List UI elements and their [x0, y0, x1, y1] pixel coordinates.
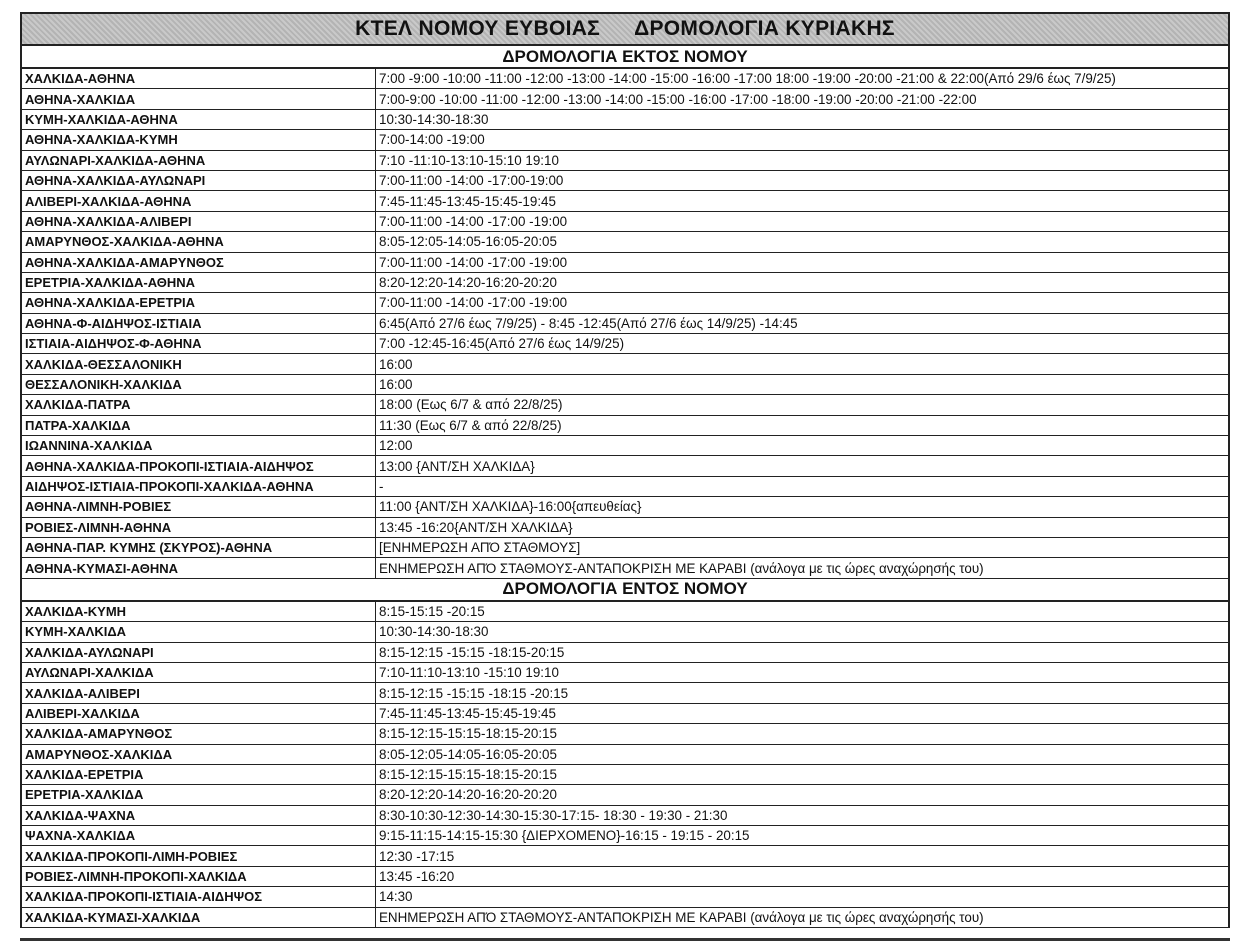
times-cell: 6:45(Από 27/6 έως 7/9/25) - 8:45 -12:45(Από 27/6 έως 14/9/25) -14:45 — [376, 313, 1229, 333]
route-cell: ΑΘΗΝΑ-ΧΑΛΚΙΔΑ-ΑΥΛΩΝΑΡΙ — [22, 170, 376, 190]
times-cell: 9:15-11:15-14:15-15:30 {ΔΙΕΡΧΟΜΕΝΟ}-16:15 - 19:15 - 20:15 — [376, 826, 1229, 846]
route-cell: ΕΡΕΤΡΙΑ-ΧΑΛΚΙΔΑ-ΑΘΗΝΑ — [22, 272, 376, 292]
route-cell: ΕΡΕΤΡΙΑ-ΧΑΛΚΙΔΑ — [22, 785, 376, 805]
times-cell: 8:05-12:05-14:05-16:05-20:05 — [376, 232, 1229, 252]
table-row — [22, 89, 1228, 109]
section-header: ΔΡΟΜΟΛΟΓΙΑ ΕΚΤΟΣ ΝΟΜΟΥ — [22, 46, 1228, 68]
table-row — [22, 436, 1228, 456]
table-row — [22, 252, 1228, 272]
route-cell: ΑΛΙΒΕΡΙ-ΧΑΛΚΙΔΑ — [22, 703, 376, 723]
times-cell: 8:30-10:30-12:30-14:30-15:30-17:15- 18:30 - 19:30 - 21:30 — [376, 805, 1229, 825]
times-cell: 16:00 — [376, 374, 1229, 394]
route-cell: ΙΩΑΝΝΙΝΑ-ΧΑΛΚΙΔΑ — [22, 436, 376, 456]
table-row — [22, 211, 1228, 231]
route-cell: ΧΑΛΚΙΔΑ-ΚΥΜΑΣΙ-ΧΑΛΚΙΔΑ — [22, 907, 376, 927]
route-cell: ΧΑΛΚΙΔΑ-ΑΥΛΩΝΑΡΙ — [22, 642, 376, 662]
table-row — [22, 703, 1228, 723]
table-row — [22, 109, 1228, 129]
route-cell: ΑΘΗΝΑ-ΧΑΛΚΙΔΑ-ΕΡΕΤΡΙΑ — [22, 293, 376, 313]
table-row — [22, 374, 1228, 394]
times-cell: 8:20-12:20-14:20-16:20-20:20 — [376, 272, 1229, 292]
table-row — [22, 826, 1228, 846]
table-row — [22, 642, 1228, 662]
times-cell: 7:00-11:00 -14:00 -17:00 -19:00 — [376, 211, 1229, 231]
table-row — [22, 272, 1228, 292]
table-row — [22, 907, 1228, 927]
route-cell: ΧΑΛΚΙΔΑ-ΨΑΧΝΑ — [22, 805, 376, 825]
times-cell: 16:00 — [376, 354, 1229, 374]
times-cell: 8:15-12:15-15:15-18:15-20:15 — [376, 724, 1229, 744]
times-cell: 8:05-12:05-14:05-16:05-20:05 — [376, 744, 1229, 764]
route-cell: ΑΜΑΡΥΝΘΟΣ-ΧΑΛΚΙΔΑ — [22, 744, 376, 764]
times-cell: 7:00-9:00 -10:00 -11:00 -12:00 -13:00 -14:00 -15:00 -16:00 -17:00 -18:00 -19:00 -20:00 -21:00 -22:00 — [376, 89, 1229, 109]
table-row — [22, 497, 1228, 517]
times-cell: 12:00 — [376, 436, 1229, 456]
route-cell: ΧΑΛΚΙΔΑ-ΠΑΤΡΑ — [22, 395, 376, 415]
title-schedule: ΔΡΟΜΟΛΟΓΙΑ ΚΥΡΙΑΚΗΣ — [634, 17, 895, 40]
table-row — [22, 150, 1228, 170]
route-cell: ΡΟΒΙΕΣ-ΛΙΜΝΗ-ΑΘΗΝΑ — [22, 517, 376, 537]
times-cell: 11:00 {ΑΝΤ/ΣΗ ΧΑΛΚΙΔΑ}-16:00{απευθείας} — [376, 497, 1229, 517]
table-row — [22, 764, 1228, 784]
route-cell: ΨΑΧΝΑ-ΧΑΛΚΙΔΑ — [22, 826, 376, 846]
table-row — [22, 724, 1228, 744]
route-cell: ΑΥΛΩΝΑΡΙ-ΧΑΛΚΙΔΑ — [22, 662, 376, 682]
route-cell: ΑΘΗΝΑ-ΧΑΛΚΙΔΑ-ΠΡΟΚΟΠΙ-ΙΣΤΙΑΙΑ-ΑΙΔΗΨΟΣ — [22, 456, 376, 476]
times-cell: 7:10-11:10-13:10 -15:10 19:10 — [376, 662, 1229, 682]
table-row — [22, 293, 1228, 313]
times-cell: 7:45-11:45-13:45-15:45-19:45 — [376, 191, 1229, 211]
table-row — [22, 130, 1228, 150]
schedule-sheet — [20, 12, 1230, 928]
table-row — [22, 69, 1228, 89]
times-cell: 10:30-14:30-18:30 — [376, 622, 1229, 642]
table-row — [22, 456, 1228, 476]
table-row — [22, 476, 1228, 496]
table-row — [22, 191, 1228, 211]
times-cell: ΕΝΗΜΕΡΩΣΗ ΑΠΌ ΣΤΑΘΜΟΥΣ-ΑΝΤΑΠΟΚΡΙΣΗ ΜΕ ΚΑΡΑΒΙ (ανάλογα με τις ώρες αναχώρησής του) — [376, 558, 1229, 578]
route-cell: ΡΟΒΙΕΣ-ΛΙΜΝΗ-ΠΡΟΚΟΠΙ-ΧΑΛΚΙΔΑ — [22, 866, 376, 886]
times-cell: - — [376, 476, 1229, 496]
route-cell: ΧΑΛΚΙΔΑ-ΘΕΣΣΑΛΟΝΙΚΗ — [22, 354, 376, 374]
title-company: ΚΤΕΛ ΝΟΜΟΥ ΕΥΒΟΙΑΣ — [355, 17, 601, 40]
route-cell: ΑΙΔΗΨΟΣ-ΙΣΤΙΑΙΑ-ΠΡΟΚΟΠΙ-ΧΑΛΚΙΔΑ-ΑΘΗΝΑ — [22, 476, 376, 496]
times-cell: 14:30 — [376, 887, 1229, 907]
route-cell: ΧΑΛΚΙΔΑ-ΕΡΕΤΡΙΑ — [22, 764, 376, 784]
table-row — [22, 805, 1228, 825]
times-cell: 12:30 -17:15 — [376, 846, 1229, 866]
route-cell: ΑΘΗΝΑ-ΧΑΛΚΙΔΑ — [22, 89, 376, 109]
times-cell: 11:30 (Εως 6/7 & από 22/8/25) — [376, 415, 1229, 435]
route-cell: ΘΕΣΣΑΛΟΝΙΚΗ-ΧΑΛΚΙΔΑ — [22, 374, 376, 394]
table-row — [22, 846, 1228, 866]
table-row — [22, 334, 1228, 354]
times-cell: 7:00 -9:00 -10:00 -11:00 -12:00 -13:00 -14:00 -15:00 -16:00 -17:00 18:00 -19:00 -20:00 -21:00 & 22:00(Από 29/6 έως 7/9/25) — [376, 69, 1229, 89]
table-row — [22, 313, 1228, 333]
route-cell: ΑΛΙΒΕΡΙ-ΧΑΛΚΙΔΑ-ΑΘΗΝΑ — [22, 191, 376, 211]
route-cell: ΧΑΛΚΙΔΑ-ΠΡΟΚΟΠΙ-ΛΙΜΗ-ΡΟΒΙΕΣ — [22, 846, 376, 866]
table-row — [22, 744, 1228, 764]
route-cell: ΧΑΛΚΙΔΑ-ΑΛΙΒΕΡΙ — [22, 683, 376, 703]
table-row — [22, 395, 1228, 415]
times-cell: 8:15-15:15 -20:15 — [376, 601, 1229, 621]
route-cell: ΑΘΗΝΑ-ΧΑΛΚΙΔΑ-ΑΛΙΒΕΡΙ — [22, 211, 376, 231]
table-row — [22, 558, 1228, 578]
times-cell: 8:15-12:15-15:15-18:15-20:15 — [376, 764, 1229, 784]
route-cell: ΑΘΗΝΑ-ΧΑΛΚΙΔΑ-ΑΜΑΡΥΝΘΟΣ — [22, 252, 376, 272]
table-row — [22, 866, 1228, 886]
table-row — [22, 785, 1228, 805]
table-row — [22, 537, 1228, 557]
times-cell: 7:00 -12:45-16:45(Από 27/6 έως 14/9/25) — [376, 334, 1229, 354]
times-cell: 18:00 (Εως 6/7 & από 22/8/25) — [376, 395, 1229, 415]
table-row — [22, 622, 1228, 642]
times-cell: 7:00-14:00 -19:00 — [376, 130, 1229, 150]
route-cell: ΑΥΛΩΝΑΡΙ-ΧΑΛΚΙΔΑ-ΑΘΗΝΑ — [22, 150, 376, 170]
table-row — [22, 517, 1228, 537]
section-header: ΔΡΟΜΟΛΟΓΙΑ ΕΝΤΟΣ ΝΟΜΟΥ — [22, 579, 1228, 601]
route-cell: ΧΑΛΚΙΔΑ-ΑΘΗΝΑ — [22, 69, 376, 89]
route-cell: ΑΘΗΝΑ-ΠΑΡ. ΚΥΜΗΣ (ΣΚΥΡΟΣ)-ΑΘΗΝΑ — [22, 537, 376, 557]
bottom-rule — [20, 938, 1230, 941]
route-cell: ΑΘΗΝΑ-ΛΙΜΝΗ-ΡΟΒΙΕΣ — [22, 497, 376, 517]
times-cell: 7:45-11:45-13:45-15:45-19:45 — [376, 703, 1229, 723]
table-row — [22, 887, 1228, 907]
times-cell: ΕΝΗΜΕΡΩΣΗ ΑΠΌ ΣΤΑΘΜΟΥΣ-ΑΝΤΑΠΟΚΡΙΣΗ ΜΕ ΚΑΡΑΒΙ (ανάλογα με τις ώρες αναχώρησής του) — [376, 907, 1229, 927]
times-cell: 7:00-11:00 -14:00 -17:00 -19:00 — [376, 293, 1229, 313]
times-cell: 7:00-11:00 -14:00 -17:00 -19:00 — [376, 252, 1229, 272]
table-row — [22, 601, 1228, 621]
times-cell: 13:45 -16:20 — [376, 866, 1229, 886]
route-cell: ΧΑΛΚΙΔΑ-ΑΜΑΡΥΝΘΟΣ — [22, 724, 376, 744]
times-cell: 7:00-11:00 -14:00 -17:00-19:00 — [376, 170, 1229, 190]
route-cell: ΑΘΗΝΑ-ΚΥΜΑΣΙ-ΑΘΗΝΑ — [22, 558, 376, 578]
schedule-table — [22, 601, 1228, 928]
times-cell: 8:15-12:15 -15:15 -18:15-20:15 — [376, 642, 1229, 662]
route-cell: ΧΑΛΚΙΔΑ-ΚΥΜΗ — [22, 601, 376, 621]
table-row — [22, 415, 1228, 435]
table-row — [22, 354, 1228, 374]
page-title — [22, 14, 1228, 46]
table-row — [22, 170, 1228, 190]
times-cell: 8:15-12:15 -15:15 -18:15 -20:15 — [376, 683, 1229, 703]
table-row — [22, 683, 1228, 703]
route-cell: ΙΣΤΙΑΙΑ-ΑΙΔΗΨΟΣ-Φ-ΑΘΗΝΑ — [22, 334, 376, 354]
times-cell: [ΕΝΗΜΕΡΩΣΗ ΑΠΌ ΣΤΑΘΜΟΥΣ] — [376, 537, 1229, 557]
route-cell: ΚΥΜΗ-ΧΑΛΚΙΔΑ — [22, 622, 376, 642]
times-cell: 10:30-14:30-18:30 — [376, 109, 1229, 129]
route-cell: ΧΑΛΚΙΔΑ-ΠΡΟΚΟΠΙ-ΙΣΤΙΑΙΑ-ΑΙΔΗΨΟΣ — [22, 887, 376, 907]
route-cell: ΑΘΗΝΑ-Φ-ΑΙΔΗΨΟΣ-ΙΣΤΙΑΙΑ — [22, 313, 376, 333]
route-cell: ΑΜΑΡΥΝΘΟΣ-ΧΑΛΚΙΔΑ-ΑΘΗΝΑ — [22, 232, 376, 252]
times-cell: 8:20-12:20-14:20-16:20-20:20 — [376, 785, 1229, 805]
route-cell: ΑΘΗΝΑ-ΧΑΛΚΙΔΑ-ΚΥΜΗ — [22, 130, 376, 150]
times-cell: 13:45 -16:20{ΑΝΤ/ΣΗ ΧΑΛΚΙΔΑ} — [376, 517, 1229, 537]
route-cell: ΠΑΤΡΑ-ΧΑΛΚΙΔΑ — [22, 415, 376, 435]
schedule-table — [22, 68, 1228, 579]
table-row — [22, 662, 1228, 682]
route-cell: ΚΥΜΗ-ΧΑΛΚΙΔΑ-ΑΘΗΝΑ — [22, 109, 376, 129]
times-cell: 7:10 -11:10-13:10-15:10 19:10 — [376, 150, 1229, 170]
times-cell: 13:00 {ΑΝΤ/ΣΗ ΧΑΛΚΙΔΑ} — [376, 456, 1229, 476]
table-row — [22, 232, 1228, 252]
